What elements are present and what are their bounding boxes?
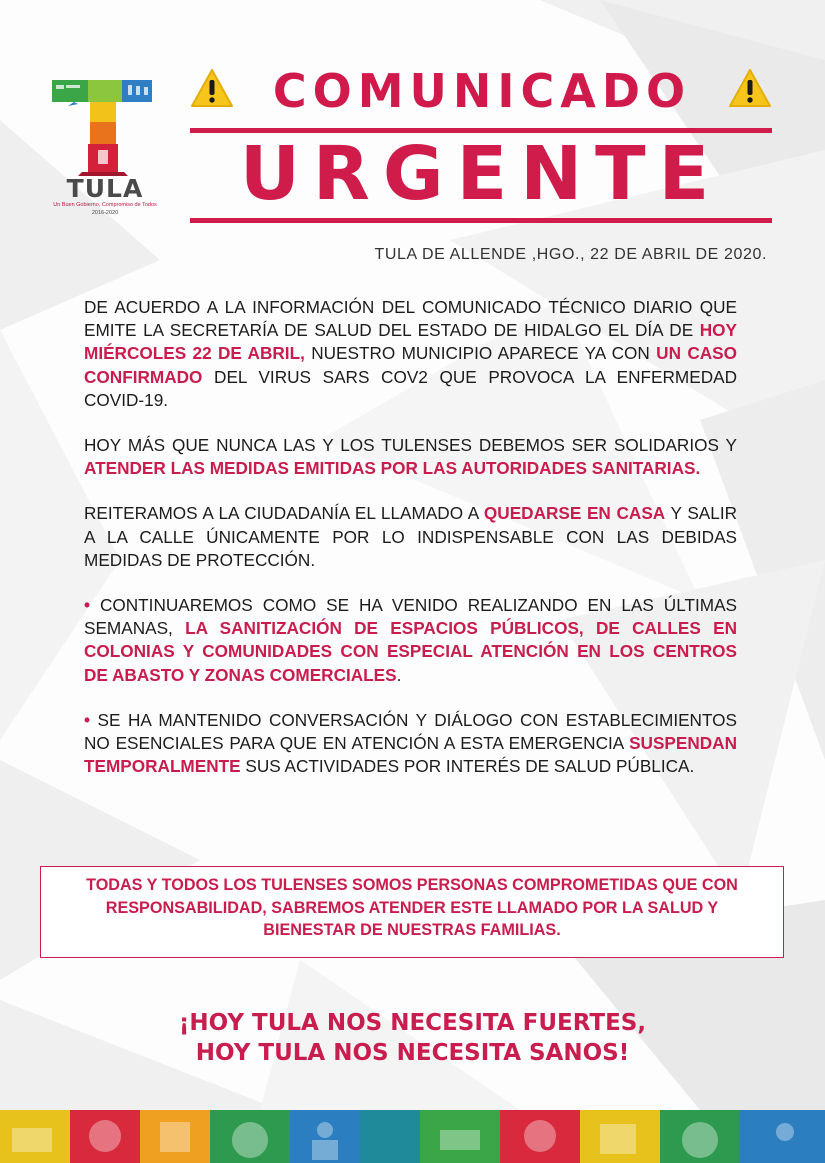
logo-slogan: Un Buen Gobierno, Compromiso de Todos (53, 202, 157, 208)
paragraph-text: HOY MÁS QUE NUNCA LAS Y LOS TULENSES DEBEMOS SER SOLIDARIOS Y (84, 435, 737, 456)
paragraph-2 (84, 434, 737, 480)
bullet-dot: • (84, 595, 91, 616)
paragraph-text: REITERAMOS A LA CIUDADANÍA EL LLAMADO A (84, 503, 484, 524)
paragraph-4 (84, 594, 737, 687)
logo-years: 2016-2020 (91, 210, 119, 216)
paragraph-1 (84, 296, 737, 412)
highlight-text: LA SANITIZACIÓN DE ESPACIOS PÚBLICOS, DE CALLES EN COLONIAS Y COMUNIDADES CON ESPECIAL ATENCIÓN EN LOS CENTROS DE ABASTO Y ZONAS COMERCIALES (84, 618, 737, 685)
closing-line-1: ¡HOY TULA NOS NECESITA FUERTES, (178, 1010, 647, 1036)
logo-name: TULA (66, 174, 144, 203)
highlight-text: SUSPENDAN TEMPORALMENTE (84, 733, 737, 777)
title-rule-bottom (190, 218, 772, 223)
footer-banner (0, 1110, 825, 1163)
highlight-text: QUEDARSE EN CASA (483, 503, 666, 524)
warning-triangle-icon (190, 68, 234, 108)
paragraph-text: DE ACUERDO A LA INFORMACIÓN DEL COMUNICADO TÉCNICO DIARIO QUE EMITE LA SECRETARÍA DE SALUD DEL ESTADO DE HIDALGO EL DÍA DE (84, 297, 737, 341)
paragraph-text: SE HA MANTENIDO CONVERSACIÓN Y DIÁLOGO CON ESTABLECIMIENTOS NO ESENCIALES PARA QUE EN ATENCIÓN A ESTA EMERGENCIA (84, 709, 737, 754)
paragraph-text: DEL VIRUS SARS COV2 QUE PROVOCA LA ENFERMEDAD COVID-19. (84, 366, 737, 410)
paragraph-text: NUESTRO MUNICIPIO APARECE YA CON (304, 343, 657, 364)
paragraph-text: Y SALIR A LA CALLE ÚNICAMENTE POR LO INDISPENSABLE CON LAS DEBIDAS MEDIDAS DE PROTECCIÓN. (84, 503, 738, 570)
boxed-message: TODAS Y TODOS LOS TULENSES SOMOS PERSONAS COMPROMETIDAS QUE CON RESPONSABILIDAD, SABREMOS ATENDER ESTE LLAMADO POR LA SALUD Y BIENESTAR DE NUESTRAS FAMILIAS. (86, 876, 738, 939)
warning-triangle-icon (728, 68, 772, 108)
title-urgente: URGENTE (239, 131, 723, 217)
closing-slogan (0, 1008, 825, 1068)
highlight-text: ATENDER LAS MEDIDAS EMITIDAS POR LAS AUTORIDADES SANITARIAS. (84, 458, 701, 479)
closing-line-2: HOY TULA NOS NECESITA SANOS! (195, 1040, 630, 1066)
paragraph-text: . (396, 664, 402, 685)
highlight-text: UN CASO CONFIRMADO (84, 343, 737, 387)
dateline: TULA DE ALLENDE ,HGO., 22 DE ABRIL DE 2020. (374, 246, 767, 263)
paragraph-5 (84, 709, 737, 779)
title-comunicado: COMUNICADO (272, 64, 692, 118)
bullet-dot: • (84, 709, 91, 730)
paragraph-text: CONTINUAREMOS COMO SE HA VENIDO REALIZANDO EN LAS ÚLTIMAS SEMANAS, (84, 595, 737, 639)
paragraph-text: SUS ACTIVIDADES POR INTERÉS DE SALUD PÚBLICA. (240, 756, 695, 777)
highlight-text: HOY MIÉRCOLES 22 DE ABRIL, (84, 320, 737, 364)
communique-body (84, 296, 737, 800)
paragraph-3 (84, 502, 737, 572)
